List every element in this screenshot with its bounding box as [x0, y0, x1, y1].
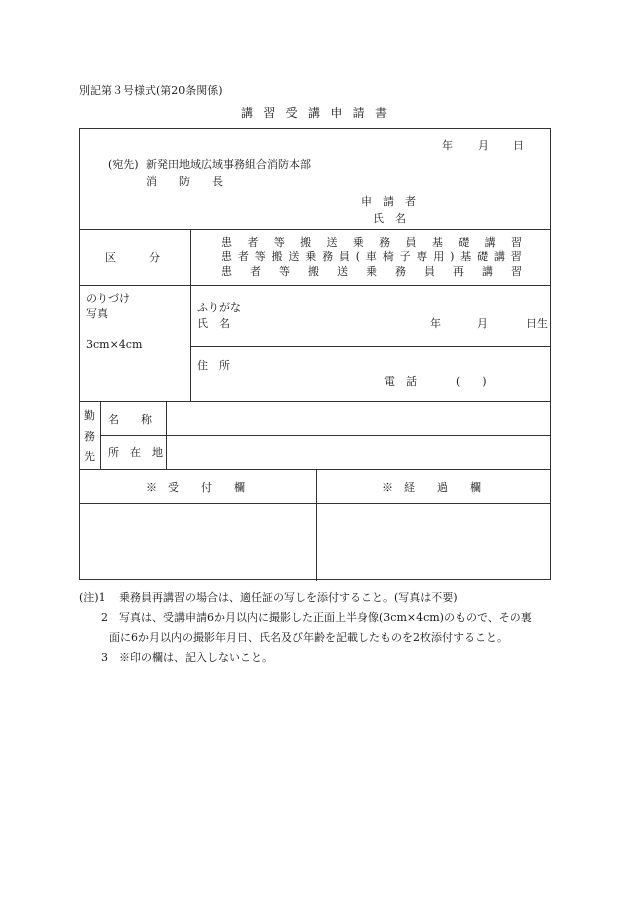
- category-option-wheelchair-char: 子: [399, 250, 411, 263]
- workplace-label-3: 先: [84, 450, 95, 463]
- category-option-wheelchair-char: 患: [221, 250, 232, 263]
- phone-area-paren: ( ): [456, 375, 487, 388]
- category-option-refresher-char: 搬: [308, 265, 319, 278]
- category-option-refresher-char: 務: [395, 265, 406, 278]
- category-option-refresher-char: 乗: [366, 265, 377, 278]
- category-option-refresher-char: 講: [482, 265, 493, 278]
- category-option-wheelchair-char: 員: [338, 250, 350, 263]
- category-option-basic-char: 礎: [458, 236, 470, 249]
- note-2-line-2: 面に6か月以内の撮影年月日、氏名及び年齢を記載したものを2枚添付すること。: [109, 631, 508, 644]
- category-option-wheelchair-char: (: [355, 250, 361, 263]
- category-option-refresher-char: 員: [424, 265, 435, 278]
- progress-column-header: ※ 経 過 欄: [382, 481, 481, 494]
- note-1: 乗務員再講習の場合は、適任証の写しを添付すること。(写真は不要): [119, 591, 458, 604]
- date-year-label: 年: [442, 139, 453, 152]
- reception-column-header: ※ 受 付 欄: [146, 481, 245, 494]
- category-option-basic-char: 基: [431, 236, 443, 249]
- applicant-label: 申 請 者: [361, 195, 416, 208]
- photo-size: 3cm×4cm: [86, 338, 143, 351]
- category-option-basic-char: 等: [273, 236, 285, 249]
- category-option-wheelchair-char: 務: [322, 250, 334, 263]
- category-option-wheelchair[interactable]: [221, 251, 522, 262]
- name-label: 氏 名: [197, 317, 230, 330]
- category-option-wheelchair-char: 用: [433, 250, 445, 263]
- application-form: [79, 128, 551, 580]
- note-2-line-1: 写真は、受講申請6か月以内に撮影した正面上半身像(3cm×4cm)のもので、その裏: [119, 611, 532, 624]
- category-option-refresher-char: 習: [511, 265, 522, 278]
- category-option-wheelchair-char: 専: [416, 250, 428, 263]
- category-option-basic-char: 者: [247, 236, 259, 249]
- workplace-label-2: 務: [84, 430, 95, 443]
- category-option-wheelchair-char: ): [450, 250, 455, 263]
- category-option-wheelchair-char: 車: [365, 250, 377, 263]
- category-option-basic-char: 員: [405, 236, 417, 249]
- category-option-basic-char: 習: [510, 236, 522, 249]
- photo-paste-label: のりづけ: [86, 292, 130, 305]
- note-3: ※印の欄は、記入しないこと。: [119, 651, 273, 664]
- category-option-wheelchair-char: 搬: [271, 250, 283, 263]
- phone-label: 電 話: [384, 375, 417, 388]
- category-option-wheelchair-char: 等: [254, 250, 266, 263]
- birth-year-label: 年: [430, 317, 441, 330]
- photo-label: 写真: [86, 307, 108, 320]
- category-label: 区 分: [105, 251, 160, 264]
- title-char: 申: [330, 106, 343, 120]
- title-char: 書: [374, 106, 387, 120]
- category-option-wheelchair-char: 乗: [305, 250, 317, 263]
- title-char: 請: [352, 106, 365, 120]
- title-char: 習: [263, 106, 276, 120]
- addressee-prefix: (宛先): [108, 158, 139, 171]
- category-option-basic-char: 講: [484, 236, 496, 249]
- category-option-refresher-char: 等: [279, 265, 290, 278]
- form-number: 別記第３号様式(第20条関係): [79, 84, 223, 97]
- category-option-basic-char: 乗: [352, 236, 364, 249]
- birth-day-label: 日生: [526, 317, 548, 330]
- category-option-basic[interactable]: [221, 237, 522, 248]
- addressee: 新発田地域広域事務組合消防本部: [146, 158, 311, 171]
- category-option-basic-char: 搬: [300, 236, 312, 249]
- fire-chief: 消 防 長: [146, 175, 223, 188]
- title-char: 講: [307, 106, 320, 120]
- category-option-wheelchair-char: 送: [288, 250, 300, 263]
- category-option-refresher-char: 送: [337, 265, 348, 278]
- category-option-basic-char: 送: [326, 236, 338, 249]
- category-option-wheelchair-char: 基: [460, 250, 472, 263]
- category-option-wheelchair-char: 者: [237, 250, 249, 263]
- date-day-label: 日: [513, 139, 524, 152]
- furigana-label: ふりがな: [197, 301, 241, 314]
- category-option-wheelchair-char: 習: [510, 250, 522, 263]
- date-month-label: 月: [478, 139, 489, 152]
- note-1-number: (注)1: [79, 591, 106, 604]
- category-option-refresher-char: 再: [453, 265, 464, 278]
- category-option-basic-char: 患: [221, 236, 232, 249]
- note-3-number: 3: [101, 651, 108, 664]
- category-option-wheelchair-char: 講: [493, 250, 505, 263]
- applicant-name-label: 氏 名: [373, 212, 406, 225]
- category-option-wheelchair-char: 椅: [382, 250, 394, 263]
- category-option-refresher[interactable]: [221, 266, 522, 277]
- title-char: 受: [285, 106, 298, 120]
- category-option-refresher-char: 患: [221, 265, 232, 278]
- title-char: 講: [241, 106, 254, 120]
- workplace-location-label: 所 在 地: [108, 446, 163, 459]
- address-label: 住 所: [197, 359, 230, 372]
- document-title: [241, 107, 387, 120]
- workplace-name-label: 名 称: [108, 413, 152, 426]
- workplace-label-1: 勤: [84, 409, 95, 422]
- category-option-basic-char: 務: [379, 236, 391, 249]
- category-option-refresher-char: 者: [250, 265, 261, 278]
- category-option-wheelchair-char: 礎: [477, 250, 489, 263]
- birth-month-label: 月: [477, 317, 488, 330]
- note-2-number: 2: [101, 611, 108, 624]
